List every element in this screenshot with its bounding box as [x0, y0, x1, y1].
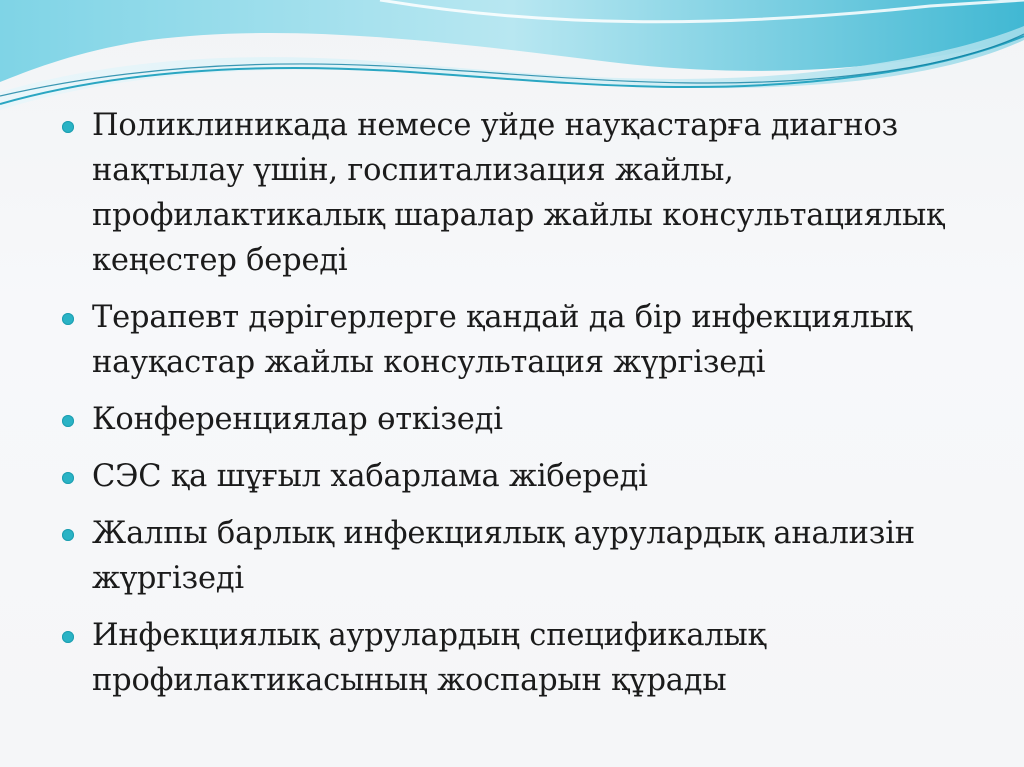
- bullet-dot-icon: [62, 415, 74, 427]
- bullet-item: [60, 613, 980, 703]
- bullet-text: Инфекциялық аурулардың спецификалық профилактикасының жоспарын құрады: [92, 618, 766, 698]
- bullet-dot-icon: [62, 631, 74, 643]
- bullet-dot-icon: [62, 529, 74, 541]
- bullet-text: СЭС қа шұғыл хабарлама жібереді: [92, 459, 648, 494]
- bullet-text: Конференциялар өткізеді: [92, 402, 503, 437]
- bullet-item: [60, 295, 980, 385]
- bullet-list: [60, 103, 980, 703]
- bullet-text: Жалпы барлық инфекциялық аурулардық анализін жүргізеді: [92, 516, 915, 596]
- bullet-item: [60, 103, 980, 283]
- bullet-dot-icon: [62, 472, 74, 484]
- slide-content: [60, 103, 980, 715]
- bullet-text: Терапевт дәрігерлерге қандай да бір инфекциялық науқастар жайлы консультация жүргізеді: [92, 300, 913, 380]
- bullet-item: [60, 397, 980, 442]
- bullet-text: Поликлиникада немесе уйде науқастарға диагноз нақтылау үшін, госпитализация жайлы, профилактикалық шаралар жайлы консультациялық кеңестер береді: [92, 108, 945, 278]
- bullet-dot-icon: [62, 313, 74, 325]
- bullet-item: [60, 454, 980, 499]
- bullet-dot-icon: [62, 121, 74, 133]
- bullet-item: [60, 511, 980, 601]
